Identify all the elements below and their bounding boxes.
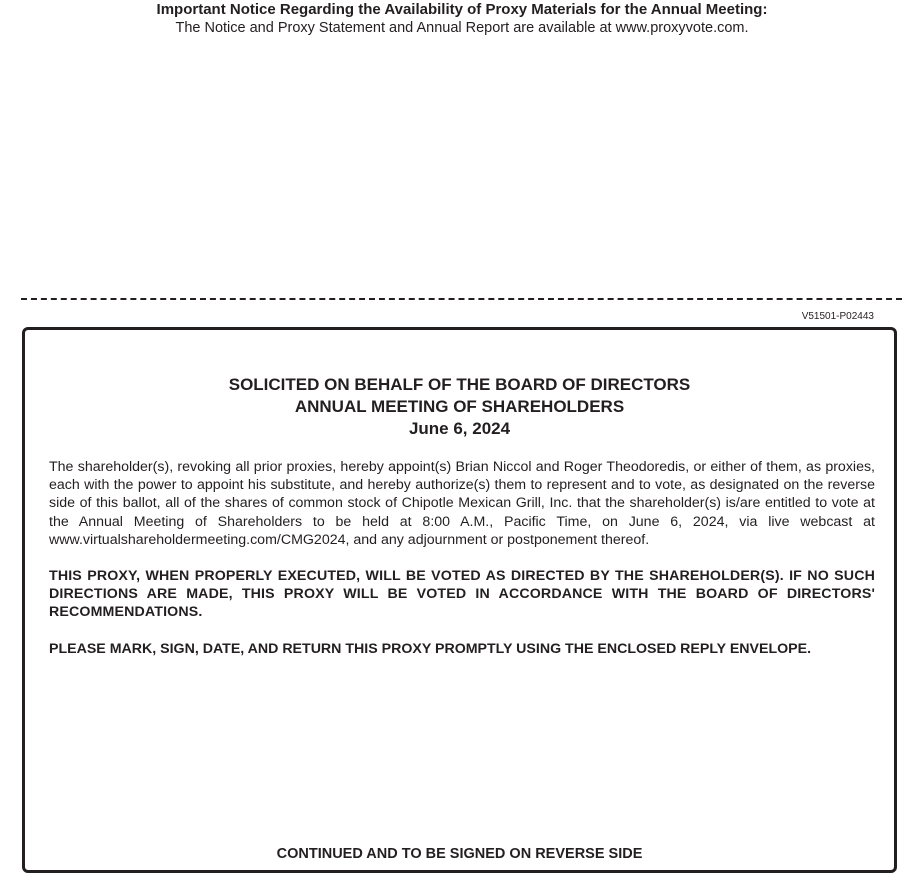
proxy-voting-statement: THIS PROXY, WHEN PROPERLY EXECUTED, WILL BE VOTED AS DIRECTED BY THE SHAREHOLDER(S). IF NO SUCH DIRECTIONS ARE MADE, THIS PROXY WILL BE VOTED IN ACCORDANCE WITH THE BOARD OF DIRECTORS' RECOMMENDATIONS. <box>49 568 875 621</box>
proxy-appointment-paragraph: The shareholder(s), revoking all prior proxies, hereby appoint(s) Brian Niccol and Roger Theodoredis, or either of them, as proxies, each with the power to appoint his substitute, and hereby authorize(s) them to represent and to vote, as designated on the reverse side of this ballot, all of the shares of common stock of Chipotle Mexican Grill, Inc. that the shareholder(s) is/are entitled to vote at the Annual Meeting of Shareholders to be held at 8:00 A.M., Pacific Time, on June 6, 2024, via live webcast at www.virtualshareholdermeeting.com/CMG2024, and any adjournment or postponement thereof. <box>49 459 875 548</box>
proxy-notice-text: The Notice and Proxy Statement and Annual Report are available at www.proxyvote.com. <box>175 20 749 36</box>
heading-meeting: ANNUAL MEETING OF SHAREHOLDERS <box>294 397 625 416</box>
continued-notice: CONTINUED AND TO BE SIGNED ON REVERSE SIDE <box>276 846 643 862</box>
proxy-card-heading <box>25 374 894 440</box>
return-instruction: PLEASE MARK, SIGN, DATE, AND RETURN THIS PROXY PROMPTLY USING THE ENCLOSED REPLY ENVELOPE. <box>49 641 812 657</box>
proxy-notice-heading: Important Notice Regarding the Availability of Proxy Materials for the Annual Meeting: <box>156 1 768 18</box>
heading-date: June 6, 2024 <box>408 419 511 438</box>
heading-solicited: SOLICITED ON BEHALF OF THE BOARD OF DIRECTORS <box>228 375 691 394</box>
detach-dashed-line <box>21 298 902 300</box>
reference-code: V51501-P02443 <box>801 311 874 322</box>
proxy-card <box>22 327 897 873</box>
